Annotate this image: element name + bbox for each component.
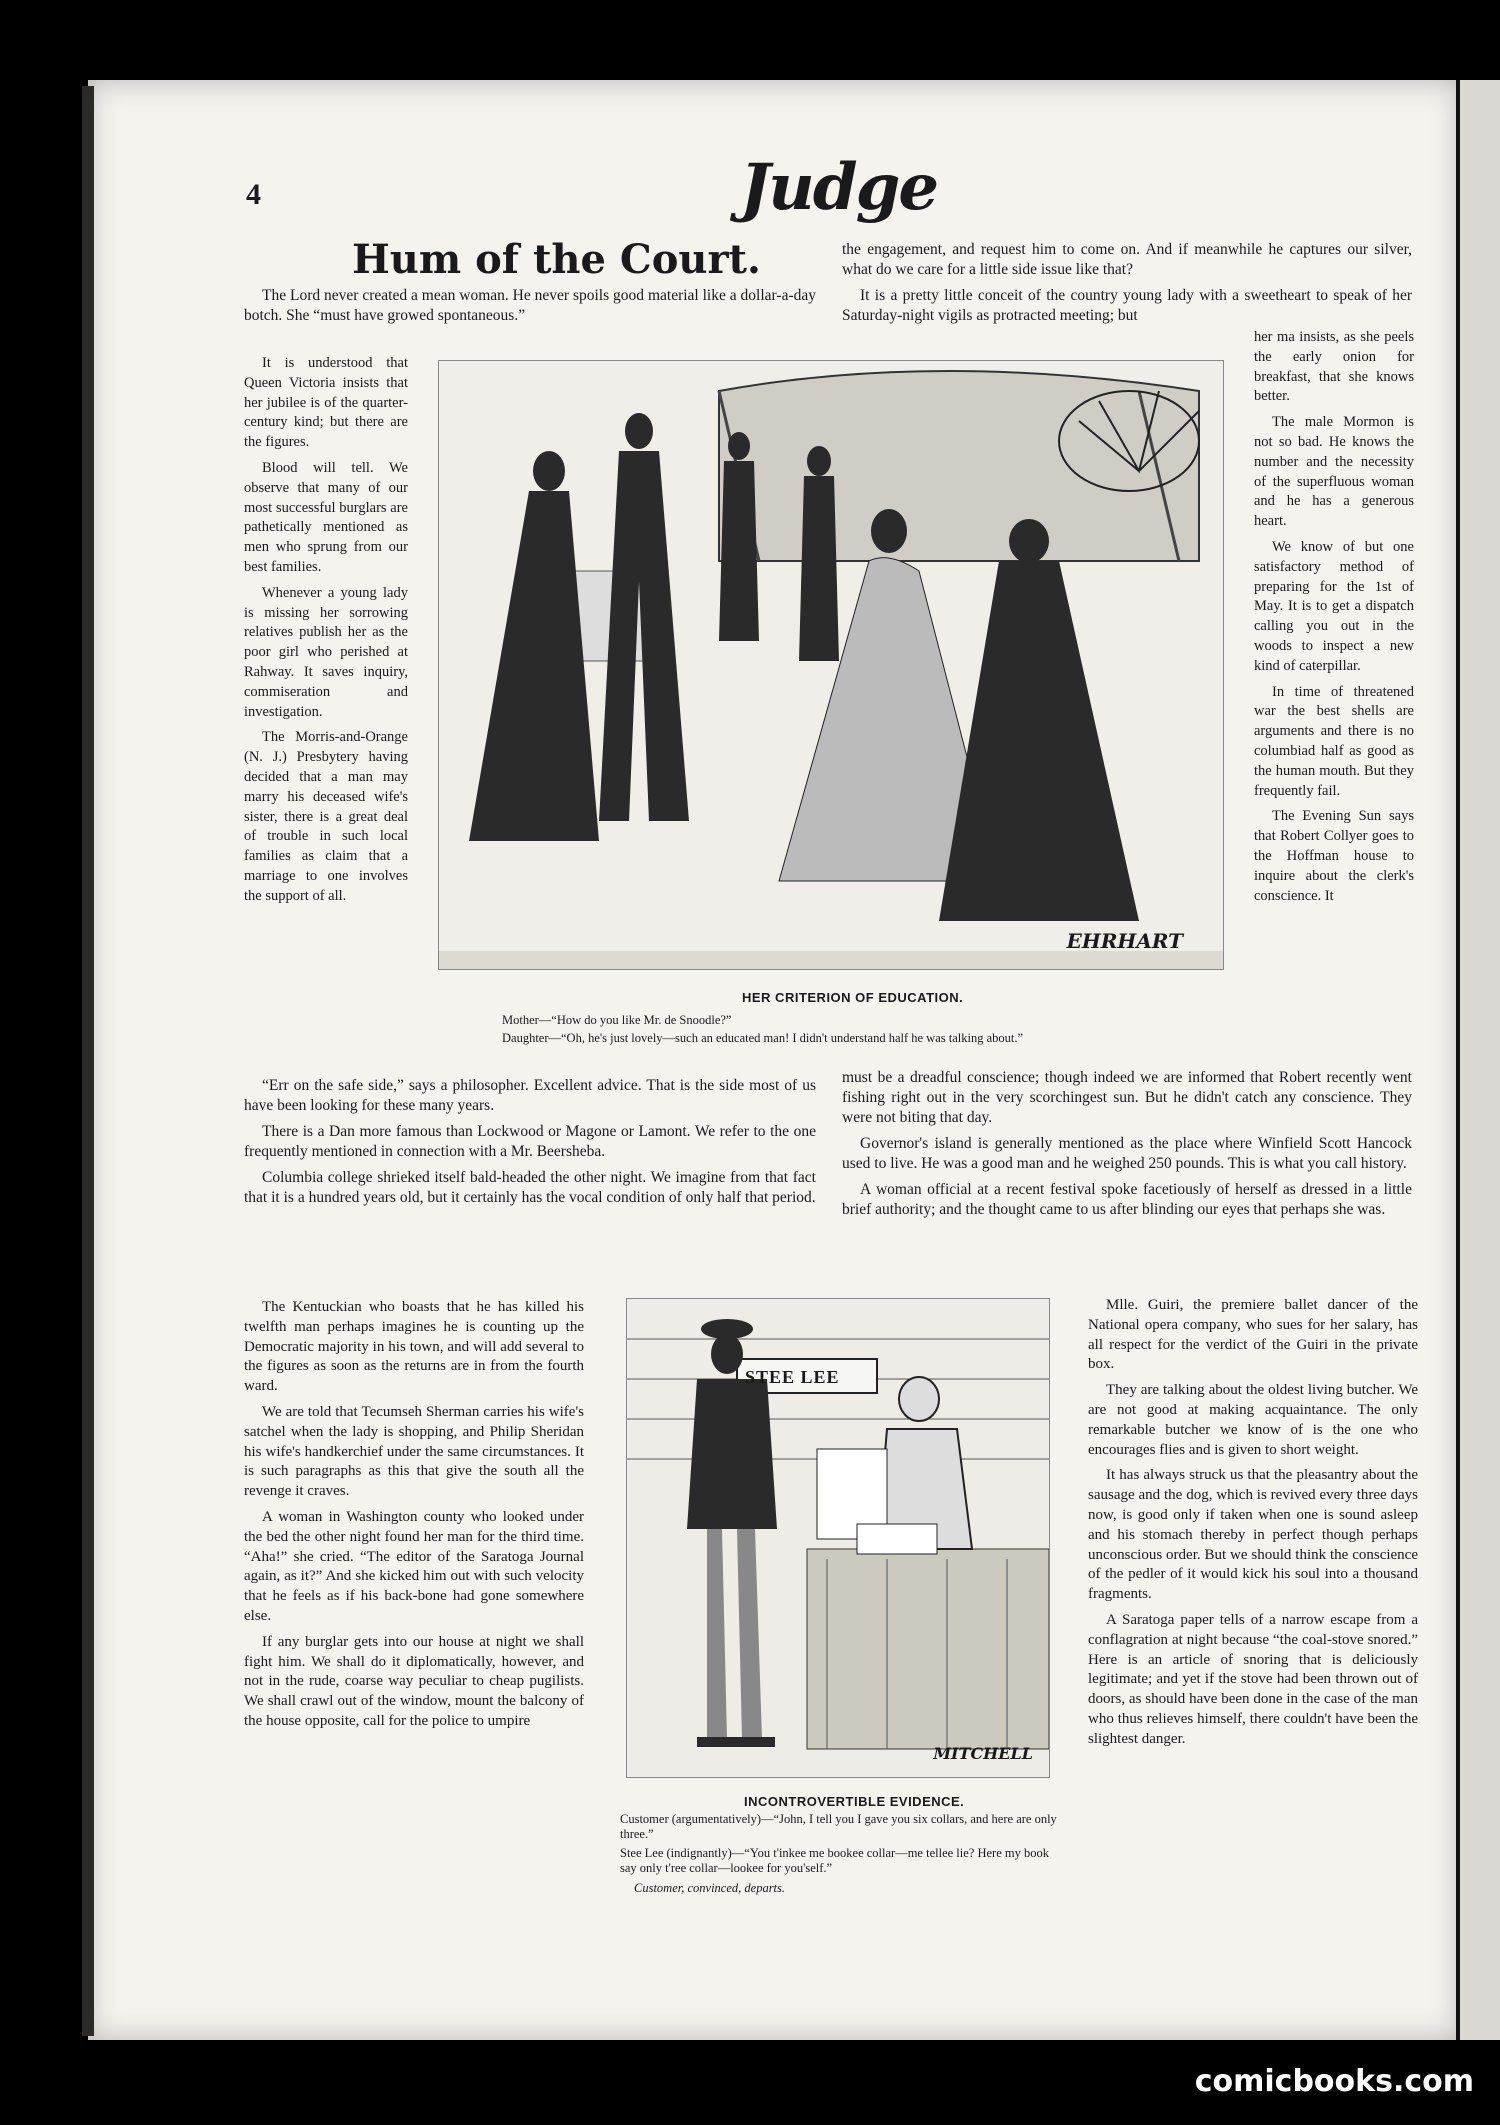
left-column-wide [244,1076,816,1214]
cartoon-caption-line: Mother—“How do you like Mr. de Snoodle?” [502,1013,732,1027]
right-column-narrow [1254,328,1414,912]
parlor-scene-icon [439,361,1223,969]
next-page-edge [1456,80,1500,2040]
paragraph: It is understood that Queen Victoria insists that her jubilee is of the quarter-century kind; but there are the figures. [244,355,408,451]
paragraph: It is a pretty little conceit of the country young lady with a sweetheart to speak of her Saturday-night vigils as protracted meeting; but [842,287,1412,324]
page-binding-edge [82,86,94,2036]
paragraph: must be a dreadful conscience; though indeed we are informed that Robert recently went fishing right out in the very scorchingest sun. But he didn't catch any conscience. They were not biting that day. [842,1069,1412,1126]
cartoon-caption-title: HER CRITERION OF EDUCATION. [742,990,964,1005]
paragraph: her ma insists, as she peels the early onion for breakfast, that she knows better. [1254,329,1414,405]
cartoon-caption-line: Customer (argumentatively)—“John, I tell you I gave you six collars, and here are only three.” [620,1812,1057,1841]
paragraph: We are told that Tecumseh Sherman carries his wife's satchel when the lady is shopping, and Philip Sheridan his wife's handkerchief under the same circumstances. It is such paragraphs as this that give the south all the revenge it craves. [244,1403,584,1500]
paragraph: If any burglar gets into our house at night we shall fight him. We shall do it diplomatically, however, and not in the rude, coarse way peculiar to cheap pugilists. We shall crawl out of the window, mount the balcony of the house opposite, call for the police to umpire [244,1633,584,1729]
site-watermark: comicbooks.com [1194,2064,1474,2099]
paragraph: The Evening Sun says that Robert Collyer goes to the Hoffman house to inquire about the clerk's conscience. It [1254,808,1414,904]
cartoon-caption-line: Customer, convinced, departs. [634,1881,786,1895]
right-column-wide [842,1068,1412,1226]
paragraph: The Lord never created a mean woman. He never spoils good material like a dollar-a-day botch. She “must have growed spontaneous.” [244,287,816,324]
paragraph: A woman in Washington county who looked under the bed the other night found her man for the third time. “Aha!” she cried. “The editor of the Saratoga Journal again, as it?” And she kicked him out with such velocity that he feels as if his back-bone had gone somewhere else. [244,1508,584,1624]
cartoon-caption-line: Daughter—“Oh, he's just lovely—such an educated man! I didn't understand half he was talking about.” [502,1031,1024,1045]
paragraph: The male Mormon is not so bad. He knows the number and the necessity of the superfluous woman and he has a generous heart. [1254,414,1414,530]
shop-sign: STEE LEE [745,1367,840,1387]
paragraph: In time of threatened war the best shells are arguments and there is no columbiad half as good as the human mouth. But they frequently fail. [1254,683,1414,799]
cartoon-illustration-drawing-room [438,360,1224,970]
masthead-logo: Judge [740,150,938,225]
cartoon-illustration-laundry [626,1298,1050,1778]
paragraph: The Kentuckian who boasts that he has killed his twelfth man perhaps imagines he is counting up the Democratic majority in his town, and will add several to the figures as soon as the returns are in from the fourth ward. [244,1299,584,1395]
page-number: 4 [246,178,261,211]
paragraph: Mlle. Guiri, the premiere ballet dancer of the National opera company, who sues for her salary, has all respect for the verdict of the Guiri in the private box. [1088,1297,1418,1373]
paragraph: Blood will tell. We observe that many of our most successful burglars are pathetically mentioned as men who sprung from our best families. [244,459,408,575]
left-column-bottom [244,1298,584,1738]
paragraph: the engagement, and request him to come on. And if meanwhile he captures our silver, what do we care for a little side issue like that? [842,241,1412,278]
paragraph: A woman official at a recent festival spoke facetiously of herself as dressed in a little brief authority; and the thought came to us after blinding our eyes that perhaps she was. [842,1181,1412,1218]
paragraph: They are talking about the oldest living butcher. We are not good at making acquaintance. The only remarkable butcher we know of is the one who encourages flies and is given to short weight. [1088,1382,1418,1458]
left-column-narrow [244,354,408,913]
paragraph: It has always struck us that the pleasantry about the sausage and the dog, which is revived every three days now, is good only if taken when one is sound asleep and his stomach thereby in perfect though perhaps unconscious order. But we should think the conscience of the pedler of it would kick his soul into a thousand fragments. [1088,1467,1418,1603]
left-column-intro [244,286,816,332]
paragraph: “Err on the safe side,” says a philosopher. Excellent advice. That is the side most of us have been looking for these many years. [244,1077,816,1114]
right-column-intro [842,240,1412,332]
cartoon-caption-line: Stee Lee (indignantly)—“You t'inkee me bookee collar—me tellee lie? Here my book say only t'ree collar—lookee for you'self.” [620,1846,1049,1875]
artist-signature: MITCHELL [933,1744,1033,1763]
paragraph: We know of but one satisfactory method of preparing for the 1st of May. It is to get a dispatch calling you out in the woods to inspect a new kind of caterpillar. [1254,538,1414,674]
column-headline: Hum of the Court. [352,236,761,283]
right-column-bottom [1088,1296,1418,1756]
artist-signature: EHRHART [1066,929,1183,953]
paragraph: Columbia college shrieked itself bald-headed the other night. We imagine from that fact that it is a hundred years old, but it certainly has the vocal condition of only half that period. [244,1169,816,1206]
paragraph: The Morris-and-Orange (N. J.) Presbytery having decided that a man may marry his deceased wife's sister, there is a great deal of trouble in such local families as claim that a marriage to one involves the support of all. [244,729,408,904]
paragraph: Whenever a young lady is missing her sorrowing relatives publish her as the poor girl who perished at Rahway. It saves inquiry, commiseration and investigation. [244,584,408,720]
paragraph: A Saratoga paper tells of a narrow escape from a conflagration at night because “the coal-stove snored.” Here is an article of snoring that is deliciously legitimate; and yet if the stove had been thrown out of doors, as should have been done in the case of the man who thus relieves himself, there couldn't have been the slightest danger. [1088,1611,1418,1747]
cartoon-caption-title: INCONTROVERTIBLE EVIDENCE. [744,1794,965,1809]
paragraph: Governor's island is generally mentioned as the place where Winfield Scott Hancock used to live. He was a good man and he weighed 250 pounds. This is what you call history. [842,1135,1412,1172]
paragraph: There is a Dan more famous than Lockwood or Magone or Lamont. We refer to the one frequently mentioned in connection with a Mr. Beersheba. [244,1123,816,1160]
